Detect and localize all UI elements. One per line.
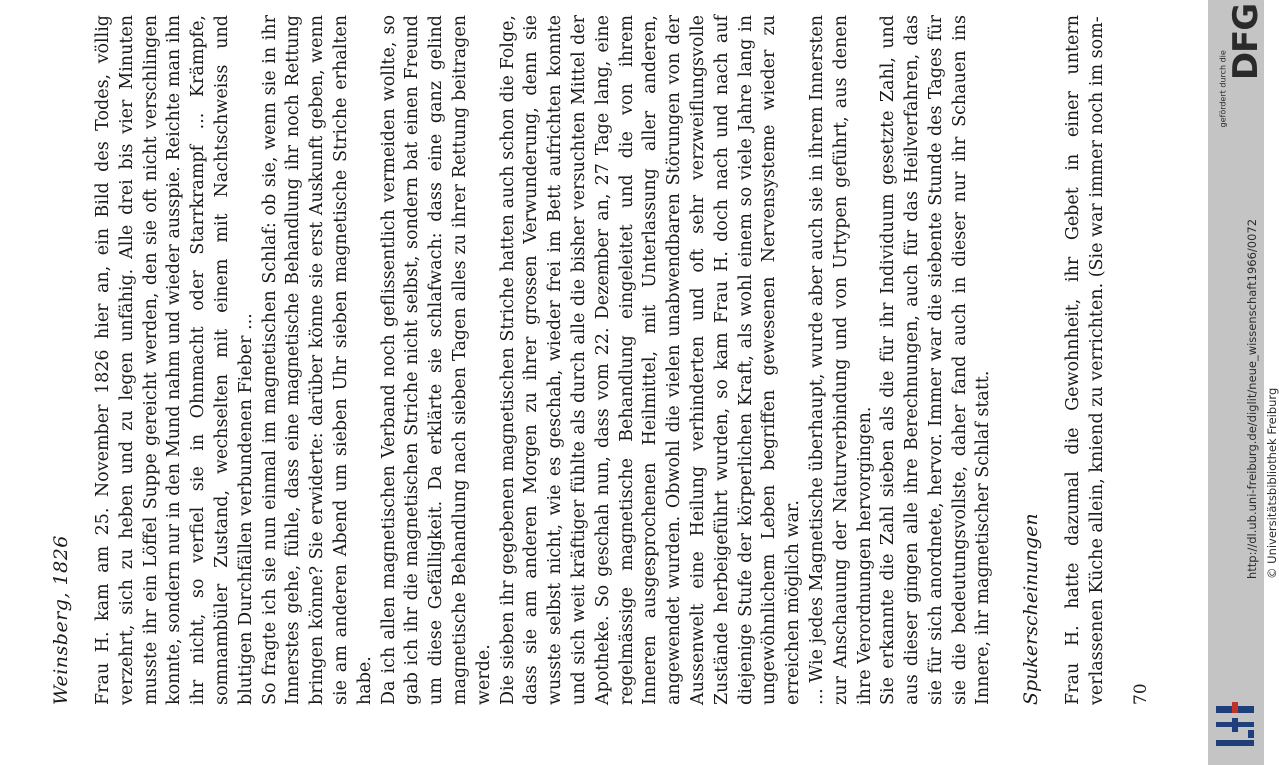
paragraph: Da ich allen magnetischen Verband noch geflissentlich vermeiden wollte, so gab ich ihr die magnetischen Striche nicht selbst, sondern bat einen Freund um diese Gefälligkeit. Da erklärte sie schlafwach: dass eine ganz gelind magnetische Behandlung nach sieben Tagen alles zu ihrer Rettung beitragen werde. <box>378 15 494 705</box>
page-number: 70 <box>1131 683 1151 705</box>
section-text: Frau H. hatte dazumal die Gewohnheit, ihr Gebet in einer untern verlassenen Küche allein, kniend zu verrichten. (Sie war immer noch im som- <box>1063 15 1107 705</box>
dfg-logo-text: DFG <box>1226 3 1267 81</box>
funded-by-text: gefördert durch die <box>1218 50 1228 128</box>
running-header: Weinsberg, 1826 <box>50 535 72 705</box>
ub-freiburg-logo-icon <box>1214 700 1260 756</box>
source-url-link[interactable]: http://dl.ub.uni-freiburg.de/diglit/neue_wissenschaft1966/0072 <box>1245 218 1259 579</box>
paragraph: Die sieben ihr gegebenen magnetischen Striche hatten auch schon die Folge, dass sie am anderen Morgen zu ihrer grossen Verwunderung, denn sie wusste selbst nicht, wie es geschah, wieder frei im Bett aufrichten konnte und sich weit kräftiger fühlte als durch alle die bisher versuchten Mittel der Apotheke. So geschah nun, dass vom 22. Dezember an, 27 Tage lang, eine regelmässige magnetische Behandlung eingeleitet und die von ihrem Inneren ausgesprochenen Heilmittel, mit Unterlassung aller anderen, angewendet wurden. Obwohl die vielen unabwendbaren Störungen von der Aussenwelt eine Heilung verhinderten und oft sehr verzweiflungsvolle Zustände herbeigeführt wurden, so kam Frau H. doch nach und nach auf diejenige Stufe der körperlichen Kraft, als wohl einem so viele Jahre lang in ungewöhnlichem Leben begriffen gewesenen Nervensysteme wieder zu erreichen möglich war. <box>497 15 804 705</box>
body-text <box>92 15 996 705</box>
section-heading: Spukerscheinungen <box>1020 513 1042 705</box>
paragraph: Frau H. kam am 25. November 1826 hier an, ein Bild des Todes, völlig verzehrt, sich zu heben und zu legen unfähig. Alle drei bis vier Minuten musste ihr ein Löffel Suppe gereicht werden, den sie oft nicht verschlingen konnte, sondern nur in den Mund nahm und wieder ausspie. Reichte man ihn ihr nicht, so verfiel sie in Ohnmacht oder Starrkrampf ... Krämpfe, somnambüler Zustand, wechselten mit einem mit Nachtschweiss und blutigen Durchfällen verbundenen Fieber ... <box>93 15 256 705</box>
copyright-text: © Universitätsbibliothek Freiburg <box>1265 387 1279 579</box>
paragraph: ... Wie jedes Magnetische überhaupt, wurde aber auch sie in ihrem Innersten zur Anschauung der Naturverbindung und von Urtypen geführt, aus denen ihre Verordnungen hervorgingen. <box>806 15 875 705</box>
paragraph: Sie erkannte die Zahl sieben als die für ihr Individuum gesetzte Zahl, und aus dieser gingen alle ihre Berechnungen, auch für das Heilverfahren, das sie für sich anordnete, hervor. Immer war die siebente Stunde des Tages für sie die bedeutungsvollste, daher fand auch in dieser nur ihr Schauen ins Innere, ihr magnetischer Schlaf statt. <box>878 15 994 705</box>
paragraph: So fragte ich sie nun einmal im magnetischen Schlaf: ob sie, wenn sie in ihr Innerstes gehe, fühle, dass eine magnetische Behandlung ihr noch Rettung bringen könne? Sie erwiderte: darüber könne sie erst Auskunft geben, wenn sie am anderen Abend um sieben Uhr sieben magnetische Striche erhalten habe. <box>259 15 375 705</box>
